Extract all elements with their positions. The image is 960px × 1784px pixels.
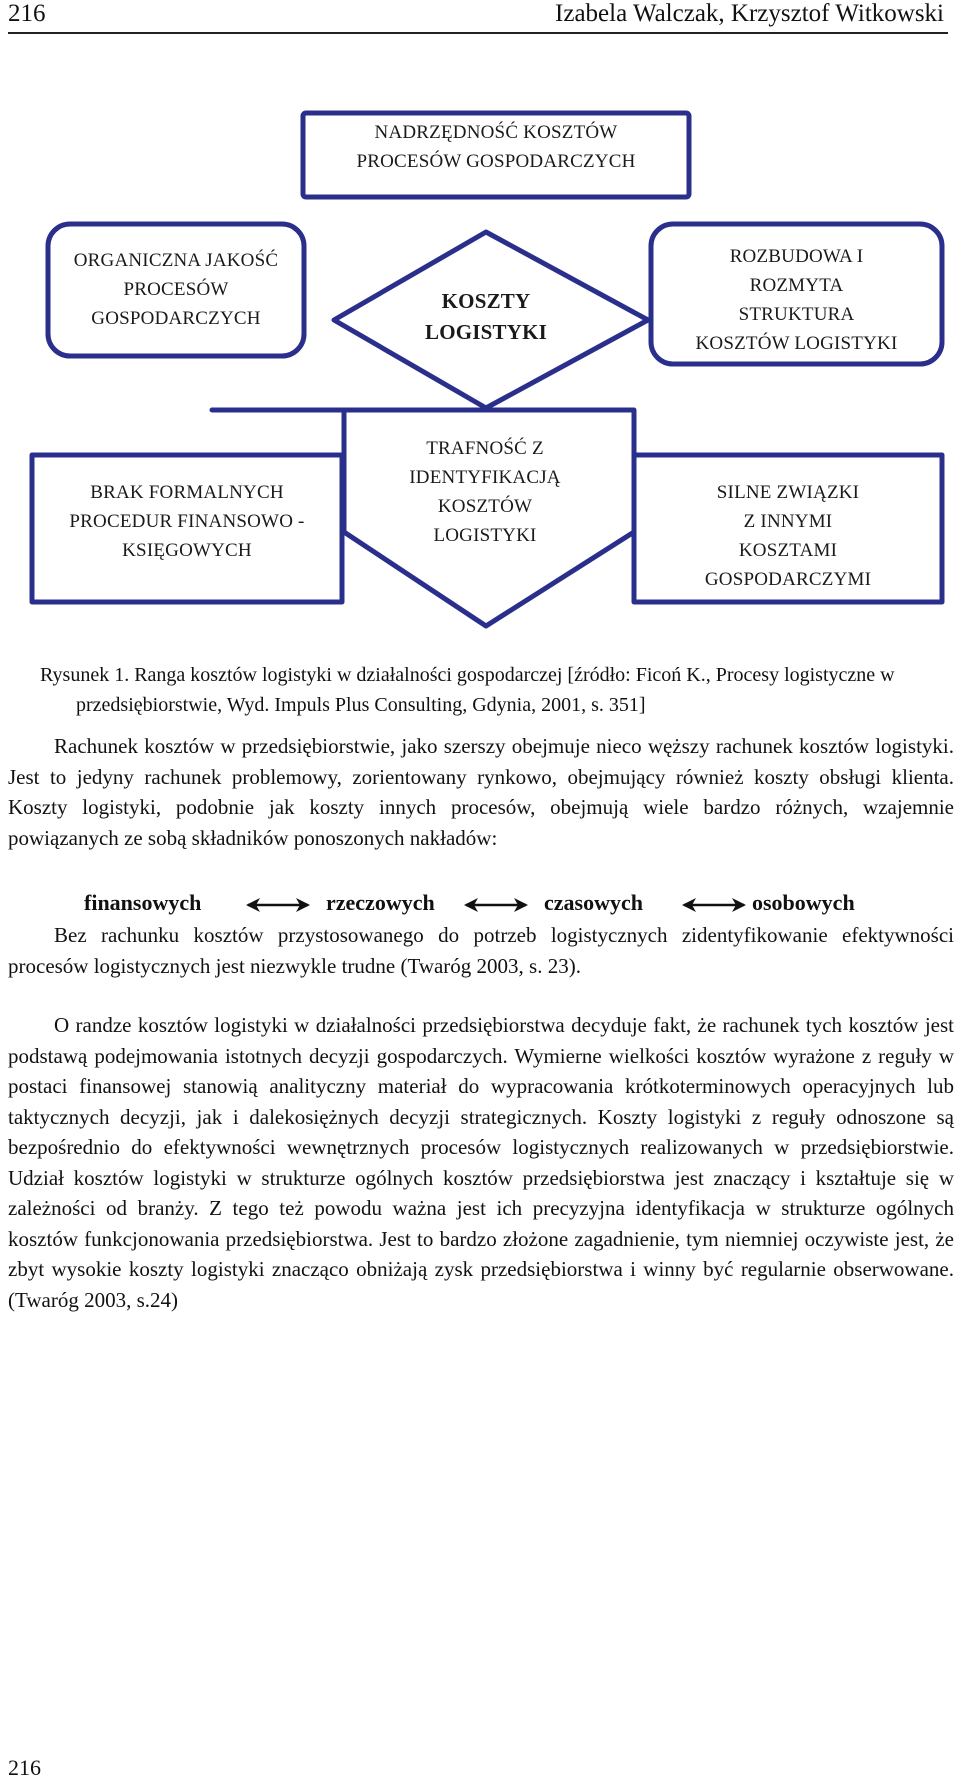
right-upper-line3: STRUKTURA bbox=[738, 304, 855, 325]
top-box-line2: PROCESÓW GOSPODARCZYCH bbox=[356, 151, 636, 172]
right-lower-label bbox=[634, 478, 942, 594]
center-lower-line4: LOGISTYKI bbox=[433, 525, 537, 546]
paragraph-2 bbox=[8, 920, 954, 981]
left-upper-label bbox=[48, 246, 304, 333]
paragraph-1-text: Rachunek kosztów w przedsiębiorstwie, jako szerszy obejmuje nieco węższy rachunek kosztów logistyki. Jest to jedyny rachunek problemowy, zorientowany rynkowo, obejmujący również koszty obsługi klienta. Koszty logistyki, podobnie jak koszty innych procesów, obejmują wiele bardzo różnych, wzajemnie powiązanych ze sobą składników ponoszonych nakładów: bbox=[8, 734, 954, 850]
center-upper-line1: KOSZTY bbox=[441, 289, 531, 313]
right-upper-line2: ROZMYTA bbox=[749, 275, 844, 296]
double-arrow-icon bbox=[244, 896, 312, 914]
paragraph-3 bbox=[8, 1010, 954, 1315]
center-upper-line2: LOGISTYKI bbox=[424, 320, 547, 344]
left-lower-line3: KSIĘGOWYCH bbox=[122, 540, 252, 561]
chain-term-3: czasowych bbox=[544, 890, 643, 915]
right-upper-line4: KOSZTÓW LOGISTYKI bbox=[695, 333, 898, 354]
left-lower-label bbox=[32, 478, 342, 565]
center-lower-line3: KOSZTÓW bbox=[437, 496, 533, 517]
left-lower-line1: BRAK FORMALNYCH bbox=[90, 482, 284, 503]
paragraph-1 bbox=[8, 731, 954, 853]
left-upper-line2: PROCESÓW bbox=[123, 279, 229, 300]
right-lower-line4: GOSPODARCZYMI bbox=[704, 569, 872, 590]
right-lower-line1: SILNE ZWIĄZKI bbox=[716, 482, 860, 503]
chain-term-2: rzeczowych bbox=[326, 890, 435, 915]
figure-caption: Rysunek 1. Ranga kosztów logistyki w działalności gospodarczej [źródło: Ficoń K., Procesy logistyczne w przedsiębiorstwie, Wyd. Impuls Plus Consulting, Gdynia, 2001, s. 351] bbox=[40, 664, 895, 716]
footer-page-number: 216 bbox=[8, 1755, 41, 1780]
chain-term-4: osobowych bbox=[752, 890, 855, 915]
right-lower-line2: Z INNYMI bbox=[743, 511, 833, 532]
center-lower-line2: IDENTYFIKACJĄ bbox=[409, 467, 561, 488]
center-lower-line1: TRAFNOŚĆ Z bbox=[426, 438, 544, 459]
chain-term-1: finansowych bbox=[84, 890, 202, 915]
right-upper-label bbox=[651, 242, 942, 358]
right-upper-line1: ROZBUDOWA I bbox=[729, 246, 864, 267]
top-box-label bbox=[303, 118, 689, 176]
header-authors: Izabela Walczak, Krzysztof Witkowski bbox=[555, 0, 944, 27]
paragraph-2-text: Bez rachunku kosztów przystosowanego do potrzeb logistycznych zidentyfikowanie efektywności procesów logistycznych jest niezwykle trudne (Twaróg 2003, s. 23). bbox=[8, 923, 954, 978]
header-page-number: 216 bbox=[8, 0, 46, 27]
left-upper-line1: ORGANICZNA JAKOŚĆ bbox=[73, 250, 279, 271]
double-arrow-icon bbox=[680, 896, 748, 914]
left-upper-line3: GOSPODARCZYCH bbox=[91, 308, 261, 329]
center-upper-label bbox=[386, 286, 586, 348]
center-lower-label bbox=[380, 434, 590, 550]
top-box-line1: NADRZĘDNOŚĆ KOSZTÓW bbox=[374, 122, 618, 143]
right-lower-line3: KOSZTAMI bbox=[738, 540, 838, 561]
paragraph-3-text: O randze kosztów logistyki w działalności przedsiębiorstwa decyduje fakt, że rachunek tych kosztów jest podstawą podejmowania istotnych decyzji gospodarczych. Wymierne wielkości kosztów wyrażone z reguły w postaci finansowej stanowią analityczny materiał do wypracowania krótkoterminowych operacyjnych lub taktycznych decyzji, jak i dalekosiężnych decyzji strategicznych. Koszty logistyki z reguły odnoszone są bezpośrednio do efektywności wewnętrznych procesów logistycznych realizowanych w przedsiębiorstwie. Udział kosztów logistyki w strukturze ogólnych kosztów przedsiębiorstwa jest znaczący i kształtuje się w zależności od branży. Z tego też powodu ważna jest ich precyzyjna identyfikacja w strukturze ogólnych kosztów funkcjonowania przedsiębiorstwa. Jest to bardzo złożone zagadnienie, tym niemniej oczywiste jest, że zbyt wysokie koszty logistyki znacząco obniżają zysk przedsiębiorstwa i winny być regularnie obserwowane.(Twaróg 2003, s.24) bbox=[8, 1013, 954, 1312]
left-lower-line2: PROCEDUR FINANSOWO - bbox=[69, 511, 305, 532]
cost-components-chain bbox=[0, 890, 960, 922]
double-arrow-icon bbox=[462, 896, 530, 914]
